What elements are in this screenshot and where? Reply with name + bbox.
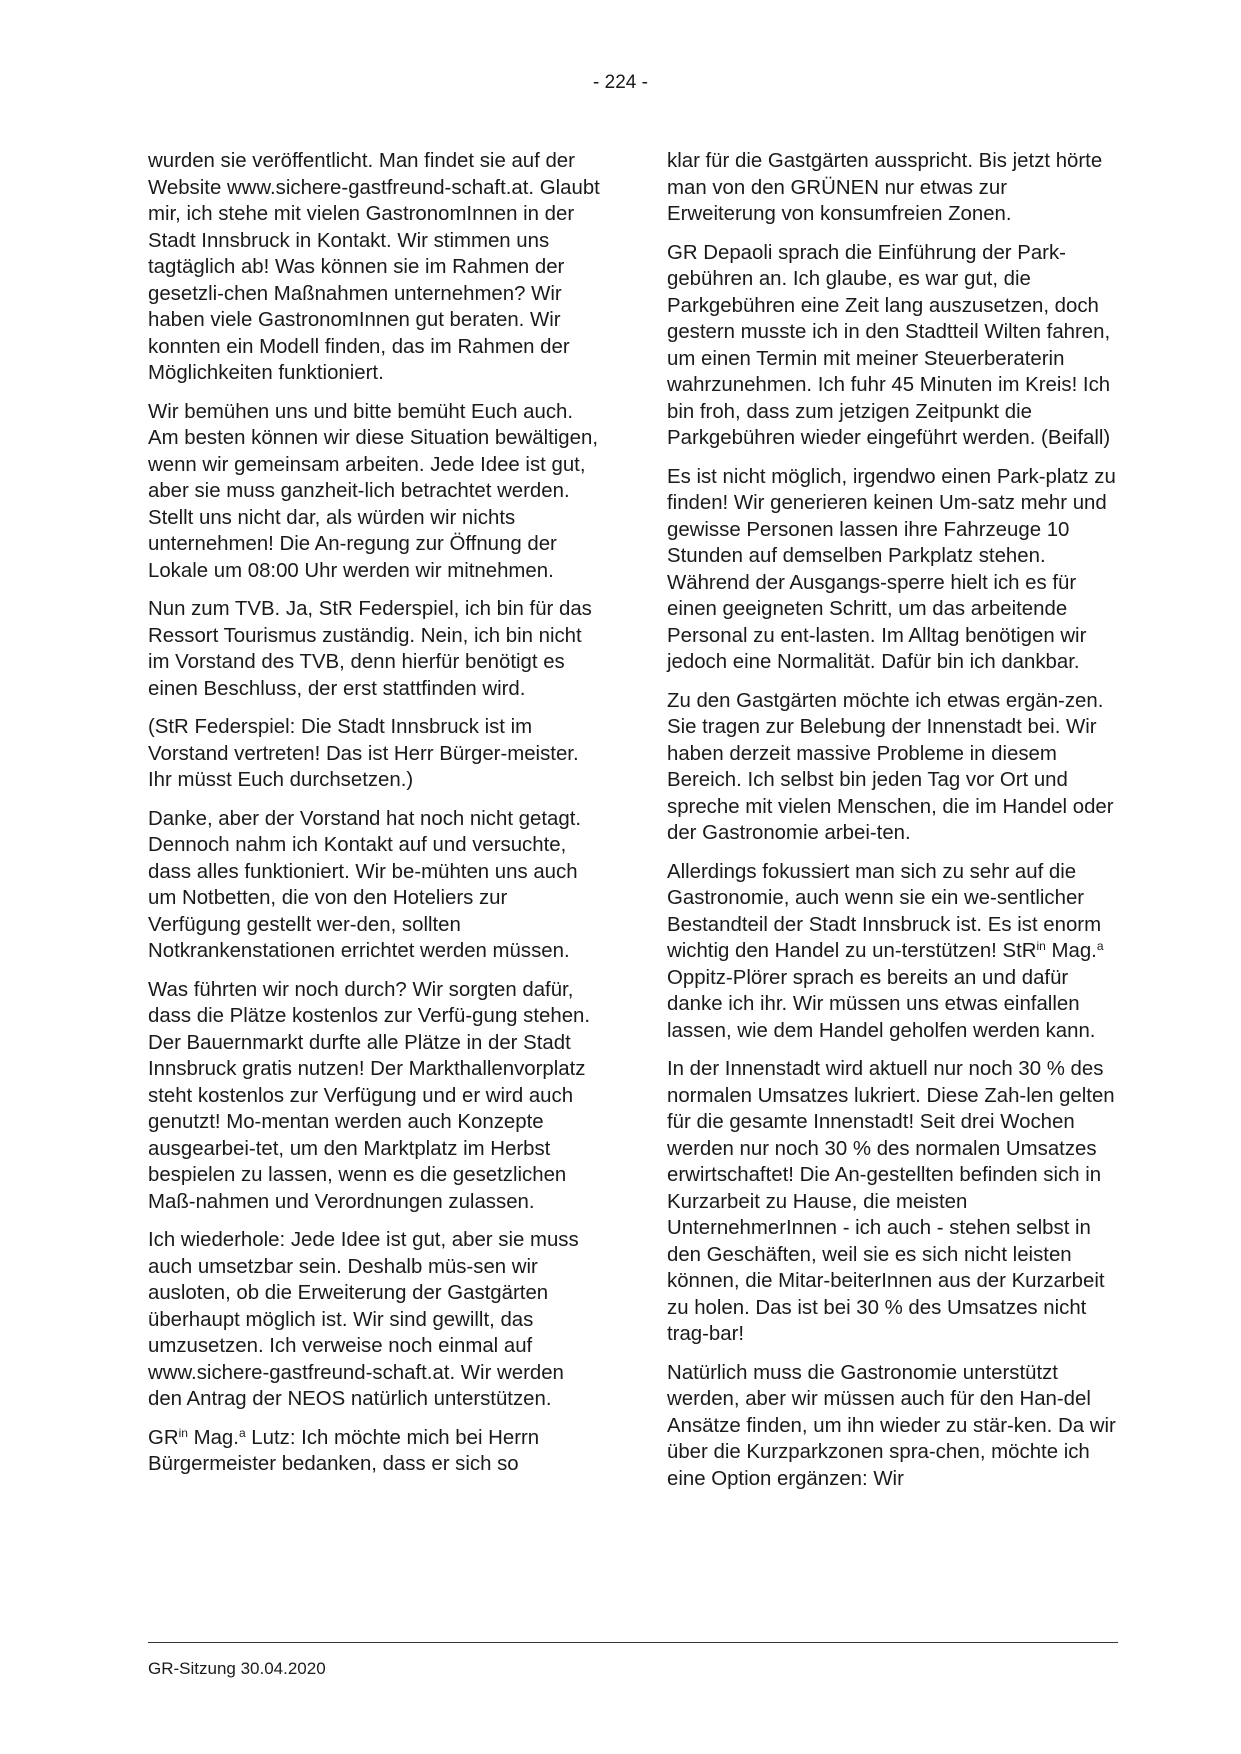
paragraph: In der Innenstadt wird aktuell nur noch 30 % des normalen Umsatzes lukriert. Diese Zah-len gelten für die gesamte Innenstadt! Seit drei Wochen werden nur noch 30 % des normalen Umsatzes erwirtschaftet! Die An-gestellten befinden sich in Kurzarbeit zu Hause, die meisten UnternehmerInnen - ich auch - stehen selbst in den Geschäften, weil sie es sich nicht leisten können, die Mitar-beiterInnen aus der Kurzarbeit zu holen. Das ist bei 30 % des Umsatzes nicht trag-bar! [667,1058,1115,1345]
paragraph: Ich wiederhole: Jede Idee ist gut, aber sie muss auch umsetzbar sein. Deshalb müs-sen wir ausloten, ob die Erweiterung der Gastgärten überhaupt möglich ist. Wir sind gewillt, das umzusetzen. Ich verweise noch einmal auf www.sichere-gastfreund-schaft.at. Wir werden den Antrag der NEOS natürlich unterstützen. [148,1229,579,1410]
paragraph: klar für die Gastgärten ausspricht. Bis jetzt hörte man von den GRÜNEN nur etwas zur Erweiterung von konsumfreien Zonen. [667,150,1103,225]
paragraph-text: Allerdings fokussiert man sich zu sehr auf die Gastronomie, auch wenn sie ein we-sentlicher Bestandteil der Stadt Innsbruck ist. Es ist enorm wichtig den Handel zu un-terstützen! StR [667,860,1102,962]
paragraph: Natürlich muss die Gastronomie unterstützt werden, aber wir müssen auch für den Han-del Ansätze finden, um ihn wieder zu stär-ken. Da wir über die Kurzparkzonen spra-chen, möchte ich eine Option ergänzen: Wir [667,1361,1116,1490]
page-number: - 224 - [593,72,648,93]
paragraph-text: Lutz: Ich möchte mich bei Herrn Bürgermeister bedanken, dass er sich so [148,1426,540,1475]
footer-session-date: GR-Sitzung 30.04.2020 [148,1659,326,1678]
paragraph [667,859,1119,1045]
footer-divider [148,1642,1118,1643]
paragraph: Was führten wir noch durch? Wir sorgten dafür, dass die Plätze kostenlos zur Verfü-gung stehen. Der Bauernmarkt durfte alle Plätze in der Stadt Innsbruck gratis nutzen! Der Markthallenvorplatz steht kostenlos zur Verfügung und er wird auch genutzt! Mo-mentan werden auch Konzepte ausgearbei-tet, um den Marktplatz im Herbst bespielen zu lassen, wenn es die gesetzlichen Maß-nahmen und Verordnungen zulassen. [148,978,591,1213]
speaker-title: GR [148,1426,179,1449]
superscript: in [178,1425,188,1440]
superscript: a [1096,939,1104,953]
paragraph: Danke, aber der Vorstand hat noch nicht getagt. Dennoch nahm ich Kontakt auf und versuchte, dass alles funktioniert. Wir be-mühten uns auch um Notbetten, die von den Hoteliers zur Verfügung gestellt wer-den, sollten Notkrankenstationen errichtet werden müssen. [148,807,582,962]
paragraph: GR Depaoli sprach die Einführung der Park-gebühren an. Ich glaube, es war gut, die Parkgebühren eine Zeit lang auszusetzen, doch gestern musste ich in den Stadtteil Wilten fahren, um einen Termin mit meiner Steuerberaterin wahrzunehmen. Ich fuhr 45 Minuten im Kreis! Ich bin froh, dass zum jetzigen Zeitpunkt die Parkgebühren wieder eingeführt werden. (Beifall) [667,241,1111,449]
right-column [667,148,1119,1504]
paragraph-text: Oppitz-Plörer sprach es bereits an und dafür danke ich ihr. Wir müssen uns etwas einfallen lassen, wie dem Handel geholfen werden kann. [667,966,1096,1042]
superscript: a [238,1425,246,1440]
paragraph: Es ist nicht möglich, irgendwo einen Park-platz zu finden! Wir generieren keinen Um-satz mehr und gewisse Personen lassen ihre Fahrzeuge 10 Stunden auf demselben Parkplatz stehen. Während der Ausgangs-sperre hielt ich es für einen geeigneten Schritt, um das arbeitende Personal zu ent-lasten. Im Alltag benötigen wir jedoch eine Normalität. Dafür bin ich dankbar. [667,465,1116,673]
paragraph: Nun zum TVB. Ja, StR Federspiel, ich bin für das Ressort Tourismus zuständig. Nein, ich bin nicht im Vorstand des TVB, denn hierfür benötigt es einen Beschluss, der erst stattfinden wird. [148,598,592,700]
paragraph: (StR Federspiel: Die Stadt Innsbruck ist im Vorstand vertreten! Das ist Herr Bürger-meister. Ihr müsst Euch durchsetzen.) [148,716,579,791]
speaker-degree: Mag. [187,1426,239,1449]
paragraph: Zu den Gastgärten möchte ich etwas ergän-zen. Sie tragen zur Belebung der Innenstadt bei. Wir haben derzeit massive Probleme in diesem Bereich. Ich selbst bin jeden Tag vor Ort und spreche mit vielen Menschen, die im Handel oder der Gastronomie arbei-ten. [667,689,1114,844]
paragraph [148,1425,600,1478]
superscript: in [1036,939,1046,953]
left-column [148,148,600,1490]
paragraph-text: Mag. [1045,940,1097,962]
paragraph: Wir bemühen uns und bitte bemüht Euch auch. Am besten können wir diese Situation bewältigen, wenn wir gemeinsam arbeiten. Jede Idee ist gut, aber sie muss ganzheit-lich betrachtet werden. Stellt uns nicht dar, als würden wir nichts unternehmen! Die An-regung zur Öffnung der Lokale um 08:00 Uhr werden wir mitnehmen. [148,400,598,582]
paragraph: wurden sie veröffentlicht. Man findet sie auf der Website www.sichere-gastfreund-schaft.at. Glaubt mir, ich stehe mit vielen GastronomInnen in der Stadt Innsbruck in Kontakt. Wir stimmen uns tagtäglich ab! Was können sie im Rahmen der gesetzli-chen Maßnahmen unternehmen? Wir haben viele GastronomInnen gut beraten. Wir konnten ein Modell finden, das im Rahmen der Möglichkeiten funktioniert. [148,150,600,384]
